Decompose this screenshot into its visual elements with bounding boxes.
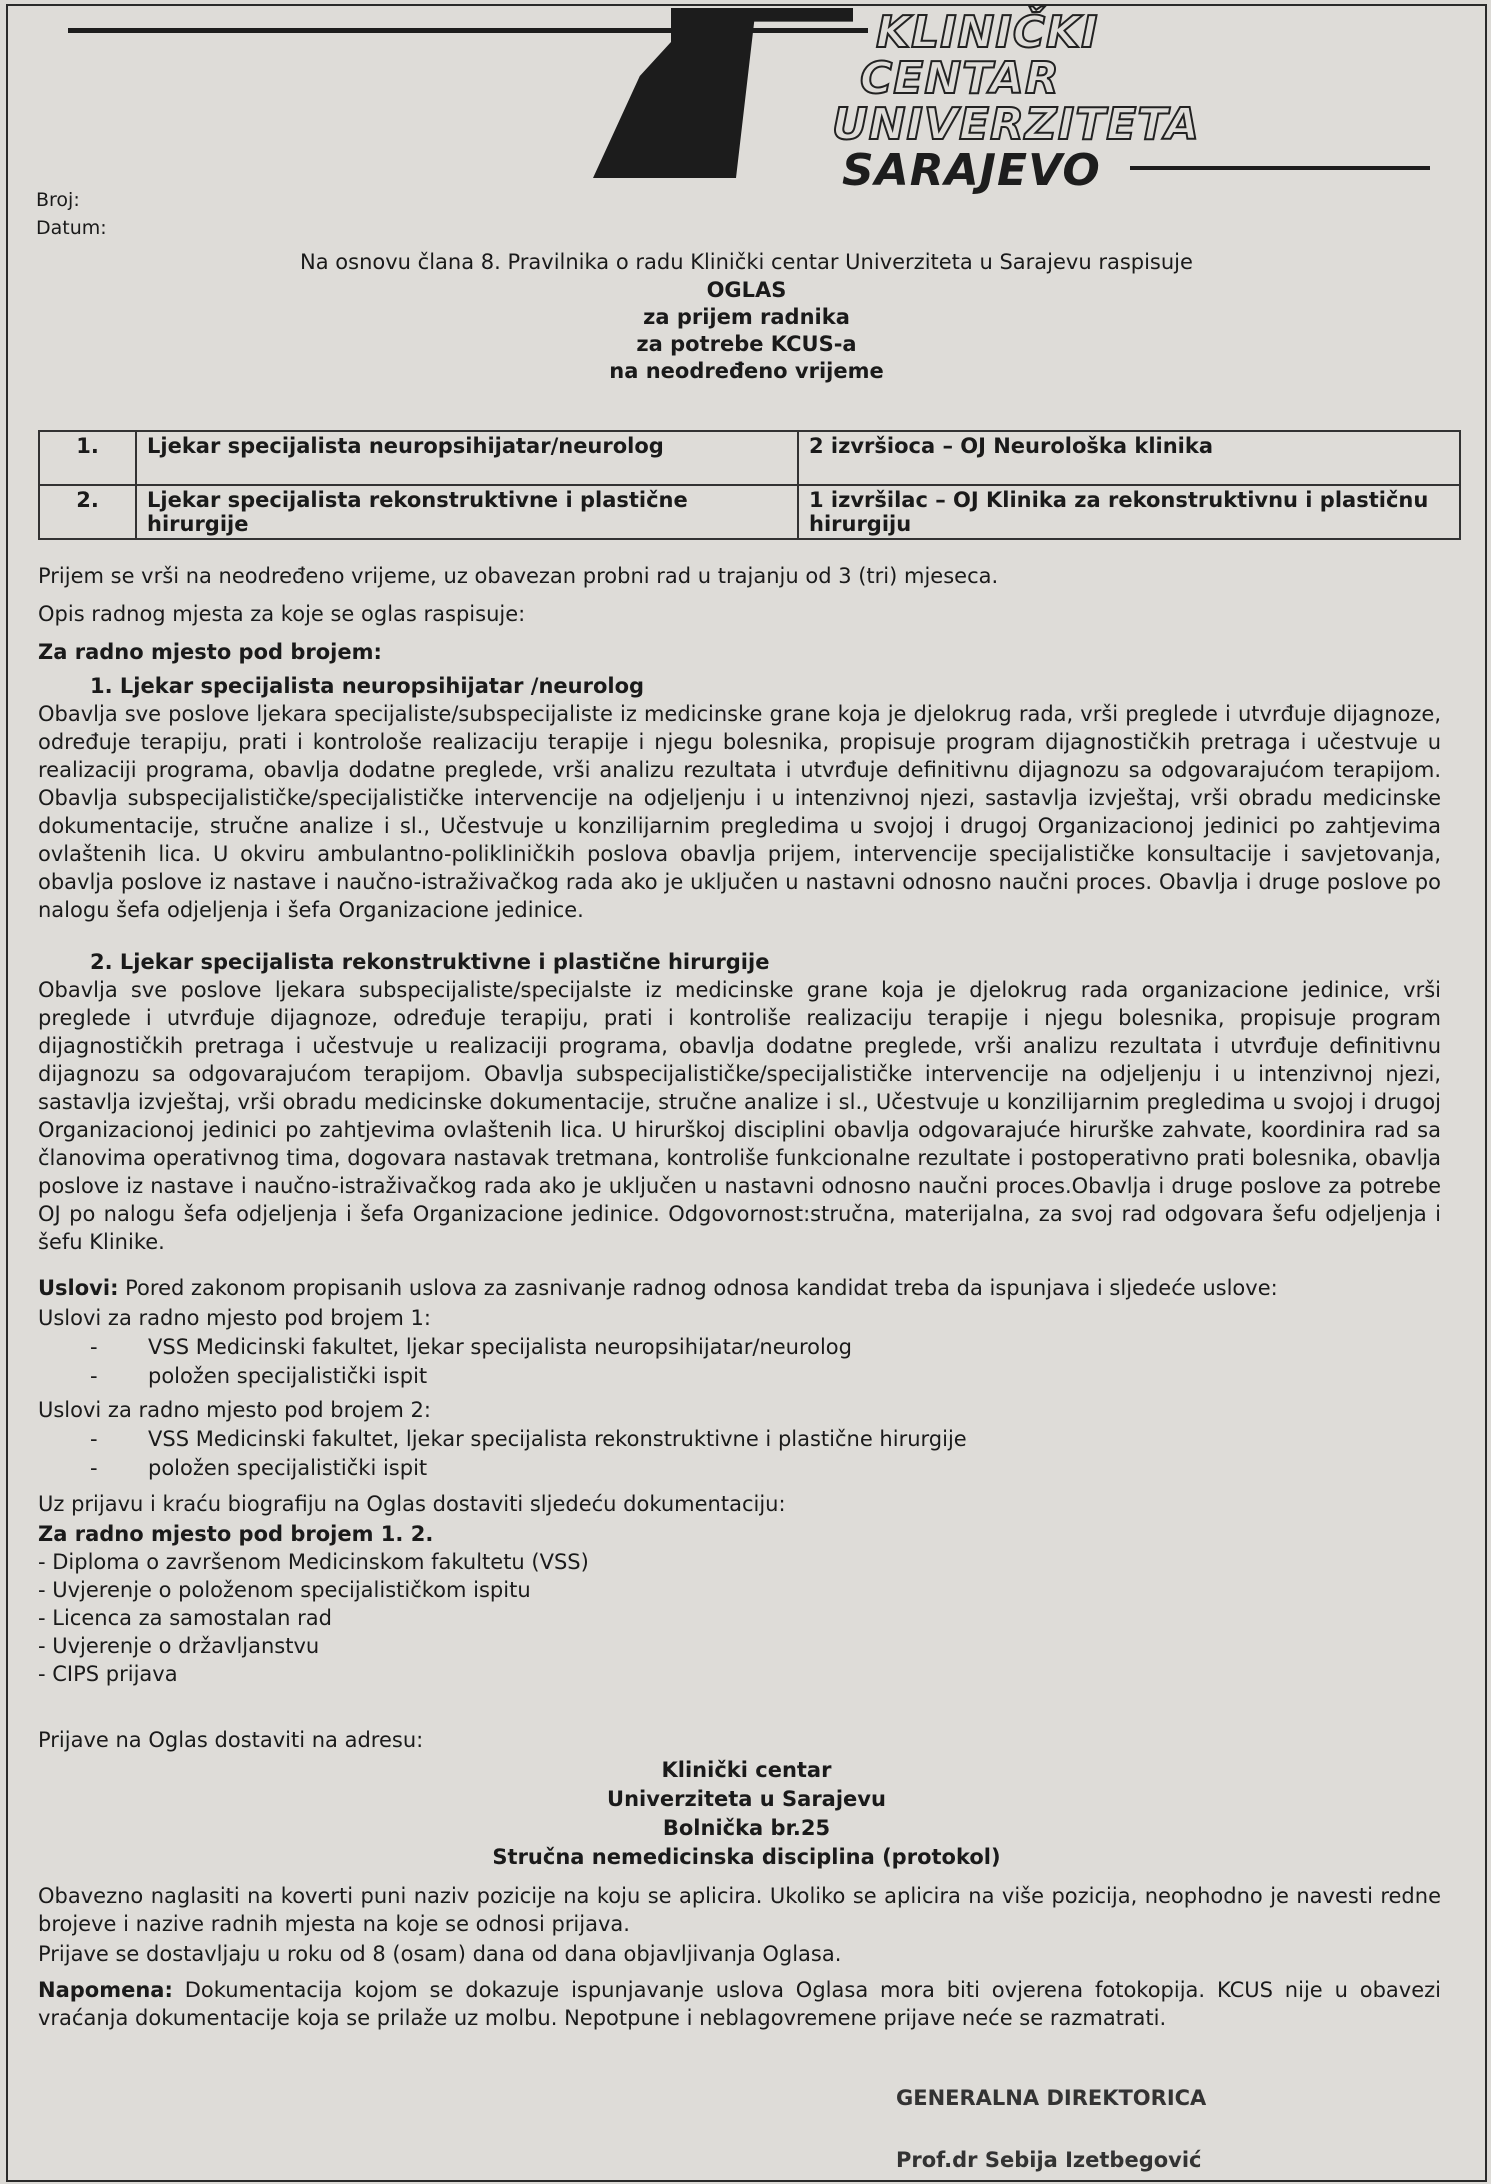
napomena-label: Napomena: [38, 1978, 173, 2002]
address-intro: Prijave na Oglas dostaviti na adresu: [38, 1728, 424, 1752]
job-1-title: 1. Ljekar specijalista neuropsihijatar /neurolog [90, 674, 645, 698]
datum-label: Datum: [36, 217, 107, 239]
oglas-subtitle-2: za potrebe KCUS-a [636, 332, 857, 356]
signature-name: Prof.dr Sebija Izetbegović [896, 2148, 1202, 2172]
position-unit: 1 izvršilac – OJ Klinika za rekonstruktivnu i plastičnu hirurgiju [798, 485, 1460, 539]
address-line-1: Klinički centar [661, 1758, 832, 1782]
document-meta [36, 186, 107, 242]
docs-intro: Uz prijavu i kraću biografiju na Oglas dostaviti sljedeću dokumentaciju: [38, 1492, 786, 1516]
signature-role: GENERALNA DIREKTORICA [896, 2086, 1207, 2110]
uslovi-position-1-title: Uslovi za radno mjesto pod brojem 1: [38, 1306, 431, 1330]
address-line-4: Stručna nemedicinska disciplina (protokol) [492, 1845, 1001, 1869]
logo-line-4: SARAJEVO [842, 145, 1101, 196]
address-line-3: Bolnička br.25 [662, 1816, 831, 1840]
list-item: - položen specijalistički ispit [90, 1364, 428, 1388]
logo-rule [1130, 166, 1430, 170]
intro-text: Na osnovu člana 8. Pravilnika o radu Klinički centar Univerziteta u Sarajevu raspisuje [300, 250, 1193, 274]
logo-line-1: KLINIČKI [876, 7, 1099, 58]
list-item: - CIPS prijava [38, 1662, 178, 1686]
logo-line-2: CENTAR [860, 53, 1060, 104]
list-item: - VSS Medicinski fakultet, ljekar specijalista neuropsihijatar/neurolog [90, 1335, 852, 1359]
position-unit: 2 izvršioca – OJ Neurološka klinika [798, 431, 1460, 485]
list-item: - Uvjerenje o državljanstvu [38, 1634, 320, 1658]
napomena-text: Dokumentacija kojom se dokazuje ispunjavanje uslova Oglasa mora biti ovjerena fotokopija. KCUS nije u obavezi vraćanja dokumentacije koja se prilaže uz molbu. Nepotpune i neblagovremene prijave neće se razmatrati. [38, 1978, 1441, 2030]
list-item: - položen specijalistički ispit [90, 1456, 428, 1480]
oglas-subtitle-3: na neodređeno vrijeme [609, 359, 884, 383]
napomena-paragraph [38, 1976, 1441, 2032]
oglas-heading [8, 277, 1485, 385]
docs-heading: Za radno mjesto pod brojem 1. 2. [38, 1522, 434, 1546]
position-number: 2. [39, 485, 136, 539]
position-number: 1. [39, 431, 136, 485]
position-title: Ljekar specijalista rekonstruktivne i plastične hirurgije [136, 485, 798, 539]
za-radno-heading: Za radno mjesto pod brojem: [38, 640, 382, 664]
closing-paragraph-2: Prijave se dostavljaju u roku od 8 (osam) dana od dana objavljivanja Oglasa. [38, 1942, 842, 1966]
oglas-subtitle-1: za prijem radnika [643, 305, 850, 329]
address-line-2: Univerziteta u Sarajevu [607, 1787, 886, 1811]
address-block [8, 1756, 1485, 1872]
position-title: Ljekar specijalista neuropsihijatar/neurolog [136, 431, 798, 485]
broj-label: Broj: [36, 189, 80, 211]
job-2-title: 2. Ljekar specijalista rekonstruktivne i plastične hirurgije [90, 950, 770, 974]
table-row [39, 431, 1460, 485]
logo-line-3: UNIVERZITETA [832, 99, 1200, 150]
job-1-description: Obavlja sve poslove ljekara specijaliste/subspecijaliste iz medicinske grane koja je djelokrug rada, vrši preglede i utvrđuje dijagnoze, određuje terapiju, prati i kontrološe realizaciju terapije i njegu bolesnika, propisuje program dijagnostičkih pretraga i učestvuje u realizaciji programa, obavlja dodatne preglede, vrši analizu rezultata i utvrđuje definitivnu dijagnozu sa odgovarajućom terapijom. Obavlja subspecijalističke/specijalističke intervencije na odjeljenju i u intenzivnoj njezi, sastavlja izvještaj, vrši obradu medicinske dokumentacije, stručne analize i sl., Učestvuje u konzilijarnim pregledima u svojoj i drugoj Organizacionoj jedinici po zahtjevima ovlaštenih lica. U okviru ambulantno-polikliničkih poslova obavlja prijem, intervencije specijalističke konsultacije i savjetovanja, obavlja poslove iz nastave i naučno-istraživačkog rada ako je uključen u nastavni odnosno naučni proces. Obavlja i druge poslove po nalogu šefa odjeljenja i šefa Organizacione jedinice. [38, 702, 1441, 922]
uslovi-label: Uslovi: [38, 1276, 119, 1300]
list-item: - VSS Medicinski fakultet, ljekar specijalista rekonstruktivne i plastične hirurgije [90, 1427, 967, 1451]
list-item: - Licenca za samostalan rad [38, 1606, 332, 1630]
job-2-description: Obavlja sve poslove ljekara subspecijaliste/specijalste iz medicinske grane koja je djelokrug rada organizacione jedinice, vrši preglede i utvrđuje dijagnoze, određuje terapiju, prati i kontroliše realizaciju terapije i njegu bolesnika, propisuje program dijagnostičkih pretraga i učestvuje u realizaciji programa, obavlja dodatne preglede, vrši analizu rezultata i utvrđuje definitivnu dijagnozu sa odgovarajućom terapijom. Obavlja subspecijalističke/specijalističke intervencije na odjeljenju i u intenzivnoj njezi, sastavlja izvještaj, vrši obradu medicinske dokumentacije, stručne analize i sl., Učestvuje u konzilijarnim pregledima u svojoj i drugoj Organizacionoj jedinici po zahtjevima ovlaštenih lica. U hirurškoj disciplini obavlja odgovarajuće hirurške zahvate, koordinira rad sa članovima operativnog tima, dogovara nastavak tretmana, kontroliše funkcionalne rezultate i postoperativno prati bolesnika, obavlja poslove iz nastave i naučno-istraživačkog rada ako je uključen u nastavni odnosno naučni proces.Obavlja i druge poslove za potrebe OJ po nalogu šefa odjeljenja i šefa Organizacione jedinice. Odgovornost:stručna, materijalna, za svoj rad odgovara šefu odjeljenja i šefu Klinike. [38, 978, 1441, 1254]
oglas-title: OGLAS [706, 278, 787, 302]
table-row [39, 485, 1460, 539]
list-item: - Uvjerenje o položenom specijalističkom ispitu [38, 1578, 531, 1602]
uslovi-paragraph [38, 1274, 1278, 1302]
positions-table [38, 430, 1461, 540]
list-item: - Diploma o završenom Medicinskom fakultetu (VSS) [38, 1550, 589, 1574]
uslovi-position-2-title: Uslovi za radno mjesto pod brojem 2: [38, 1398, 431, 1422]
uslovi-text: Pored zakonom propisanih uslova za zasnivanje radnog odnosa kandidat treba da ispunjava i sljedeće uslove: [118, 1276, 1278, 1300]
docs-list [38, 1548, 589, 1688]
opis-intro: Opis radnog mjesta za koje se oglas raspisuje: [38, 602, 526, 626]
document-page [6, 4, 1487, 2182]
closing-paragraph-1: Obavezno naglasiti na koverti puni naziv pozicije na koju se aplicira. Ukoliko se aplicira na više pozicija, neophodno je navesti redne brojeve i nazive radnih mjesta na koje se odnosi prijava. [38, 1884, 1441, 1936]
trial-text: Prijem se vrši na neodređeno vrijeme, uz obavezan probni rad u trajanju od 3 (tri) mjeseca. [38, 564, 999, 588]
